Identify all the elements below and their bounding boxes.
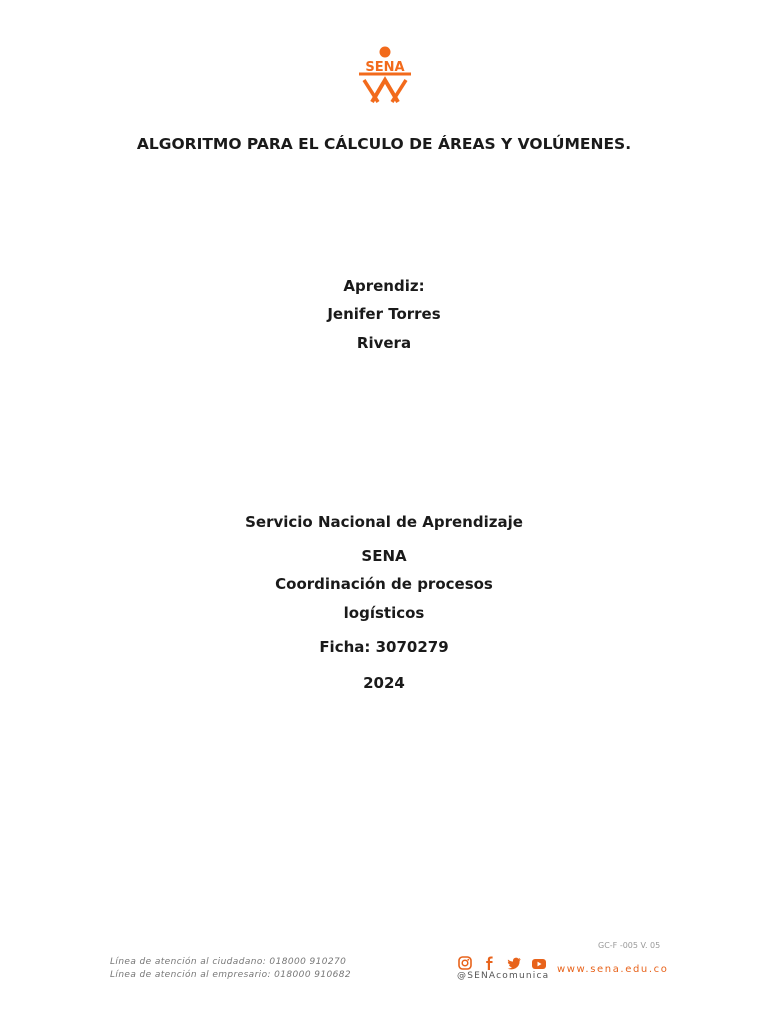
- institution-short: SENA: [361, 547, 407, 565]
- program-line2: logísticos: [343, 604, 425, 622]
- website-link[interactable]: www.sena.edu.co: [557, 964, 669, 975]
- document-title: ALGORITMO PARA EL CÁLCULO DE ÁREAS Y VOLÚMENES.: [136, 135, 632, 153]
- program-line1: Coordinación de procesos: [275, 575, 493, 593]
- facebook-icon[interactable]: [486, 957, 492, 971]
- apprentice-label: Aprendiz:: [343, 277, 425, 295]
- institution-name: Servicio Nacional de Aprendizaje: [245, 513, 523, 531]
- social-handle[interactable]: @SENAcomunica: [457, 971, 550, 981]
- sena-logo: [354, 44, 416, 106]
- citizen-hotline: Línea de atención al ciudadano: 018000 910270: [110, 957, 347, 967]
- youtube-icon[interactable]: [532, 959, 546, 969]
- instagram-icon[interactable]: [459, 957, 471, 969]
- business-hotline: Línea de atención al empresario: 018000 910682: [110, 970, 351, 980]
- form-code: GC-F -005 V. 05: [598, 941, 661, 950]
- apprentice-name-line1: Jenifer Torres: [327, 305, 441, 323]
- logo-text: SENA: [365, 60, 405, 75]
- twitter-icon[interactable]: [508, 958, 521, 970]
- ficha-number: Ficha: 3070279: [319, 638, 449, 656]
- year: 2024: [363, 674, 405, 692]
- apprentice-name-line2: Rivera: [356, 334, 412, 352]
